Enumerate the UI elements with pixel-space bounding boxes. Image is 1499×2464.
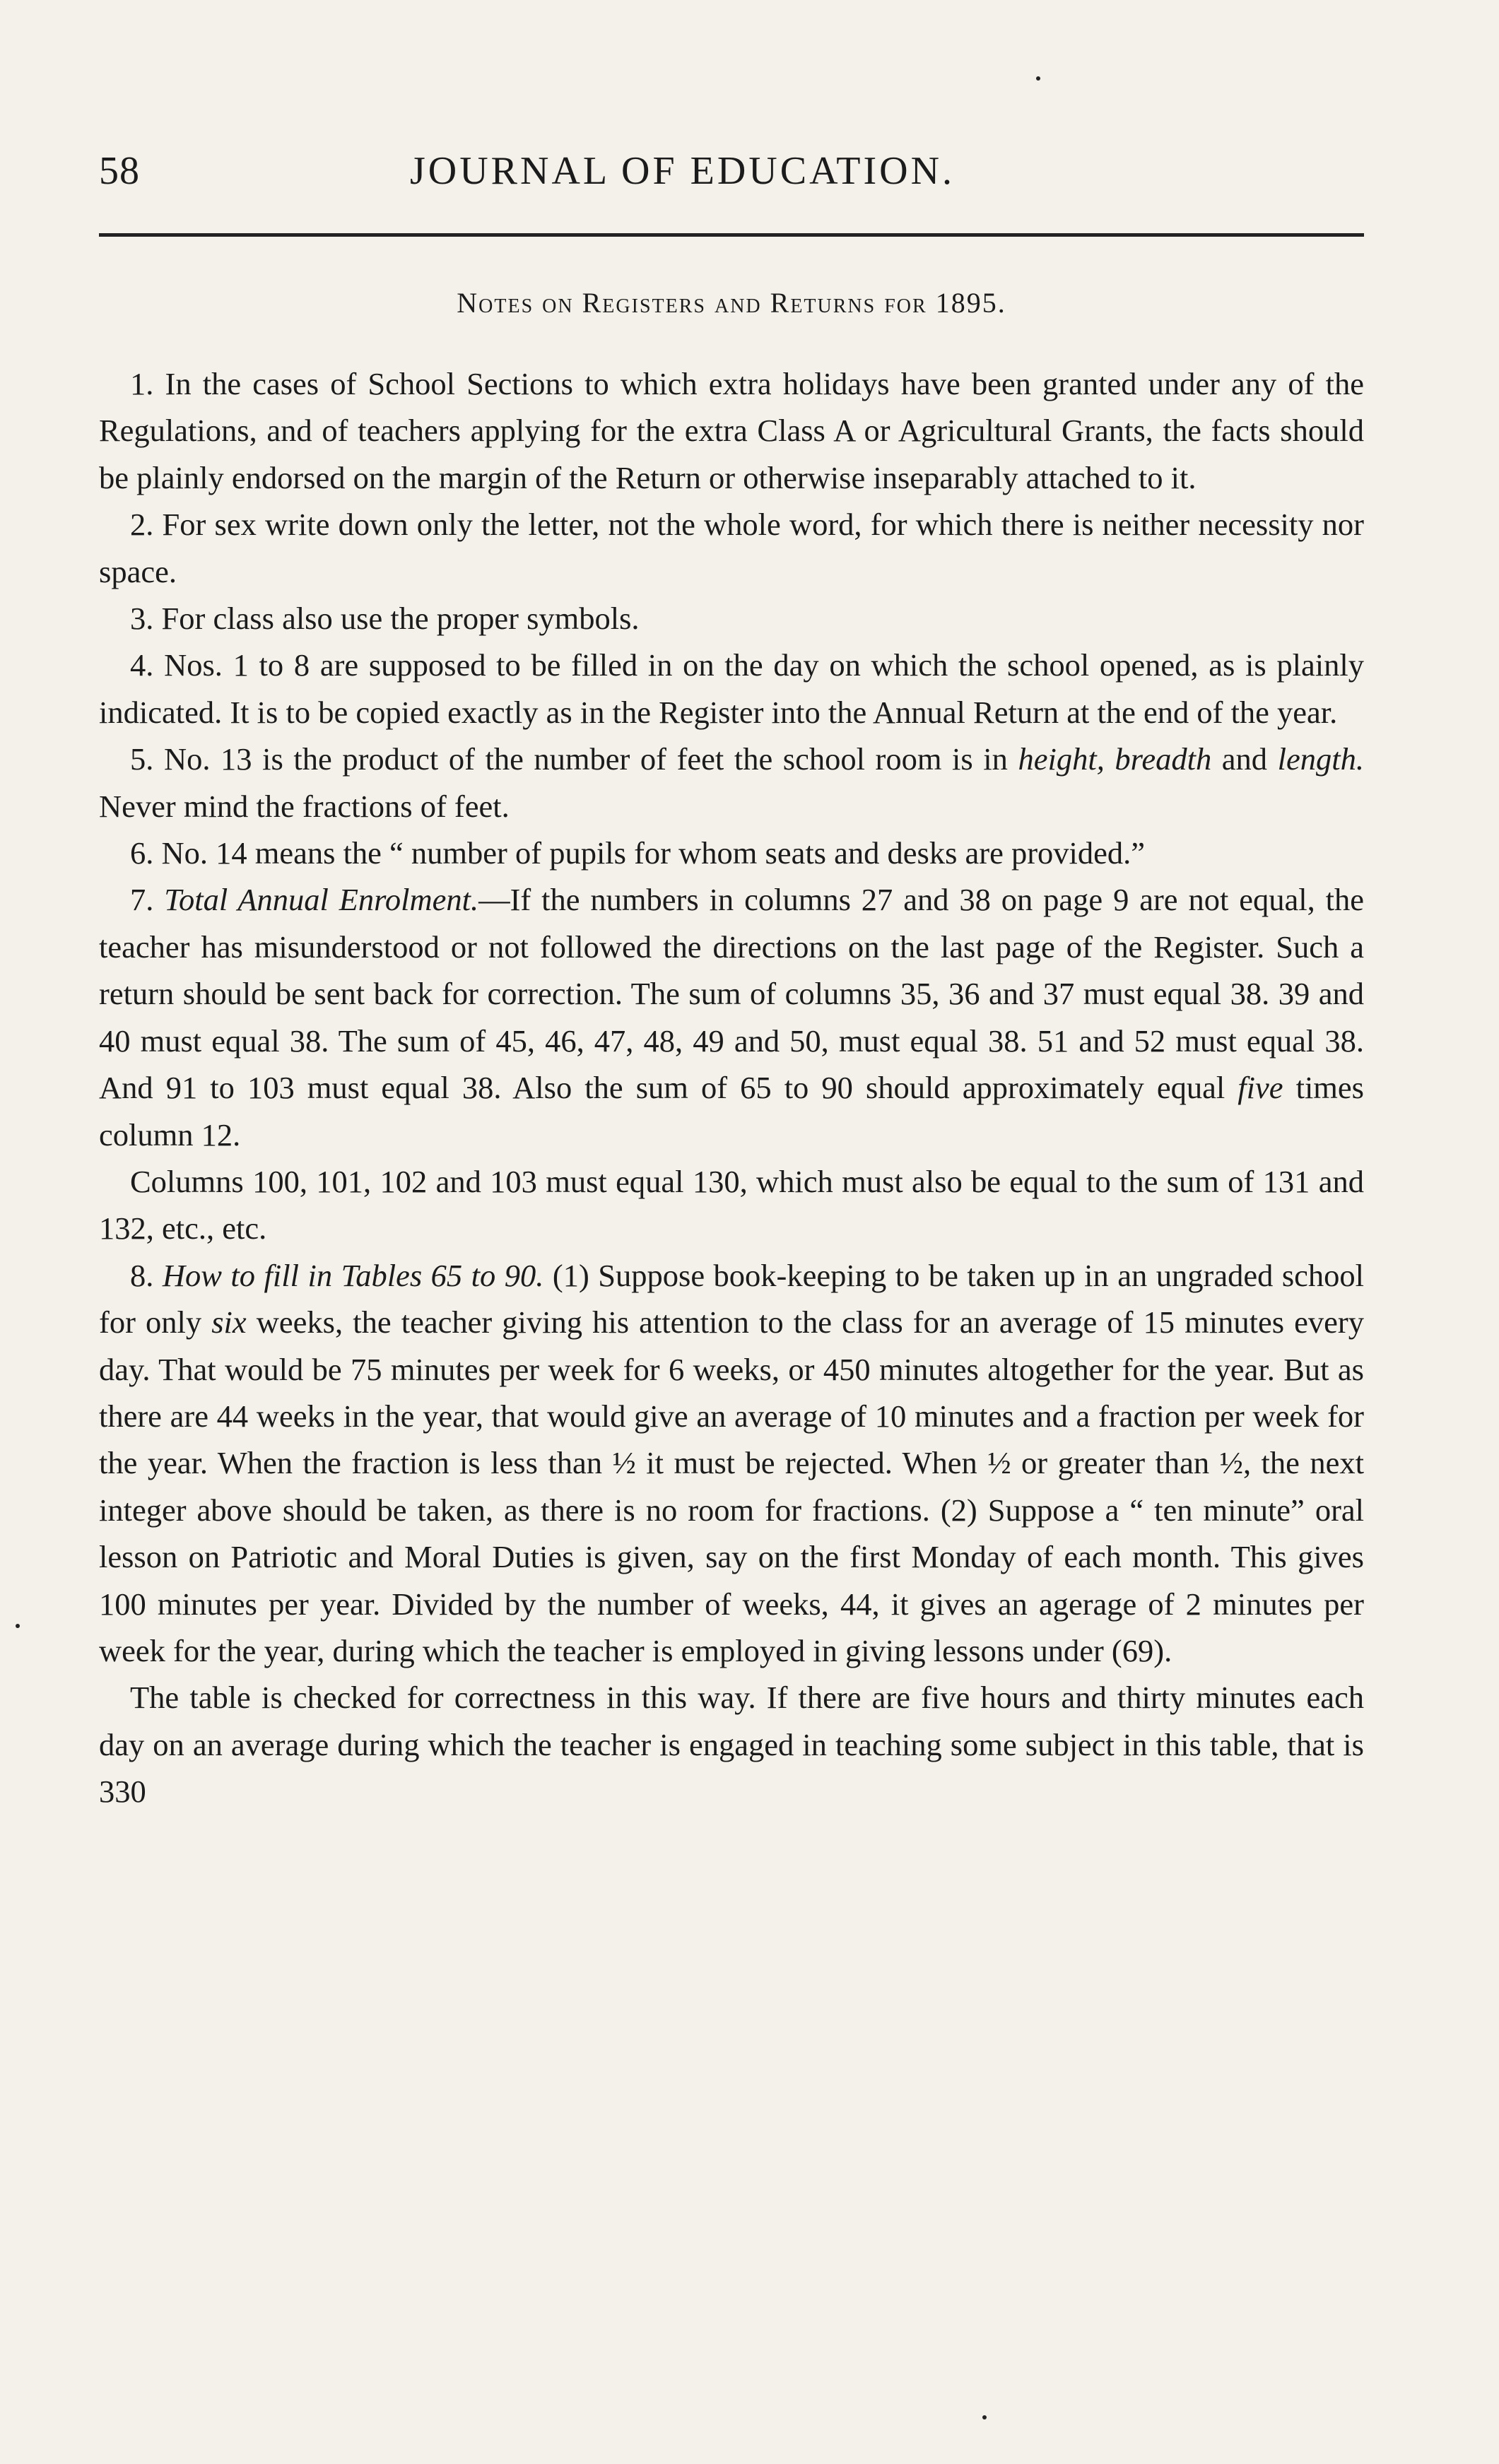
speck-mark	[1036, 76, 1040, 81]
paragraph-8-prefix: 8.	[130, 1257, 163, 1293]
paragraph-2: 2. For sex write down only the letter, not the whole word, for which there is neither necessity nor space.	[99, 507, 1364, 589]
paragraph-8	[99, 1252, 1364, 1675]
paragraph-6: 6. No. 14 means the “ number of pupils for whom seats and desks are provided.”	[130, 835, 1146, 871]
paragraph-5-italic-dimensions: height, breadth	[1018, 741, 1212, 777]
paragraph-7-italic-heading: Total Annual Enrolment.	[164, 882, 479, 918]
page-number: 58	[99, 149, 140, 193]
paragraph-4: 4. Nos. 1 to 8 are supposed to be filled in on the day on which the school opened, as is plainly indicated. It is to be copied exactly as in the Register into the Annual Return at the end of the year.	[99, 647, 1364, 730]
paragraph-3: 3. For class also use the proper symbols.	[130, 601, 640, 637]
paragraph-1: 1. In the cases of School Sections to which extra holidays have been granted under any of the Regulations, and of teachers applying for the extra Class A or Agricultural Grants, the facts should be plainly endorsed on the margin of the Return or otherwise inseparably attached to it.	[99, 366, 1364, 495]
paragraph-7-end: times column 12.	[99, 1070, 1364, 1153]
paragraph-8-italic-six: six	[211, 1304, 247, 1340]
paragraph-5-prefix: 5. No. 13 is the product of the number of feet the school room is in	[130, 741, 1018, 777]
paragraph-5-suffix: Never mind the fractions of feet.	[99, 788, 510, 824]
article-body	[99, 360, 1364, 1815]
header-rule	[99, 233, 1364, 237]
running-head: JOURNAL OF EDUCATION.	[410, 149, 956, 193]
paragraph-8-italic-heading: How to fill in Tables 65 to 90.	[162, 1257, 544, 1293]
paragraph-7	[99, 876, 1364, 1157]
paragraph-7-italic-five: five	[1238, 1070, 1283, 1106]
paragraph-7b: Columns 100, 101, 102 and 103 must equal 130, which must also be equal to the sum of 131 and 132, etc., etc.	[99, 1163, 1364, 1246]
speck-mark	[16, 1624, 20, 1628]
page-header	[99, 148, 1364, 212]
paragraph-8-body: weeks, the teacher giving his attention to the class for an average of 15 minutes every day. That would be 75 minutes per week for 6 weeks, or 450 minutes altogether for the year. But as there are 44 weeks in the year, that would give an average of 10 minutes and a fraction per week for the year. When the fraction is less than ½ it must be rejected. When ½ or greater than ½, the next integer above should be taken, as there is no room for fractions. (2) Suppose a “ ten minute” oral lesson on Patriotic and Moral Duties is given, say on the first Monday of each month. This gives 100 minutes per year. Divided by the number of weeks, 44, it gives an agerage of 2 minutes per week for the year, during which the teacher is employed in giving lessons under (69).	[99, 1304, 1364, 1668]
paragraph-9: The table is checked for correctness in this way. If there are five hours and thirty minutes each day on an average during which the teacher is engaged in teaching some subject in this table, that is 330	[99, 1680, 1364, 1810]
paragraph-8-mid: (1) Suppose book-keeping to be taken up in an ungraded school for only	[99, 1257, 1365, 1340]
paragraph-7-prefix: 7.	[130, 882, 165, 918]
section-title: Notes on Registers and Returns for 1895.	[457, 287, 1006, 319]
paragraph-5	[99, 736, 1364, 830]
paragraph-7-body: —If the numbers in columns 27 and 38 on page 9 are not equal, the teacher has misunderstood or not followed the directions on the last page of the Register. Such a return should be sent back for correction. The sum of columns 35, 36 and 37 must equal 38. 39 and 40 must equal 38. The sum of 45, 46, 47, 48, 49 and 50, must equal 38. 51 and 52 must equal 38. And 91 to 103 must equal 38. Also the sum of 65 to 90 should approximately equal	[99, 882, 1365, 1106]
speck-mark	[982, 2415, 987, 2419]
paragraph-5-mid: and	[1211, 741, 1278, 777]
paragraph-5-italic-length: length.	[1277, 741, 1364, 777]
